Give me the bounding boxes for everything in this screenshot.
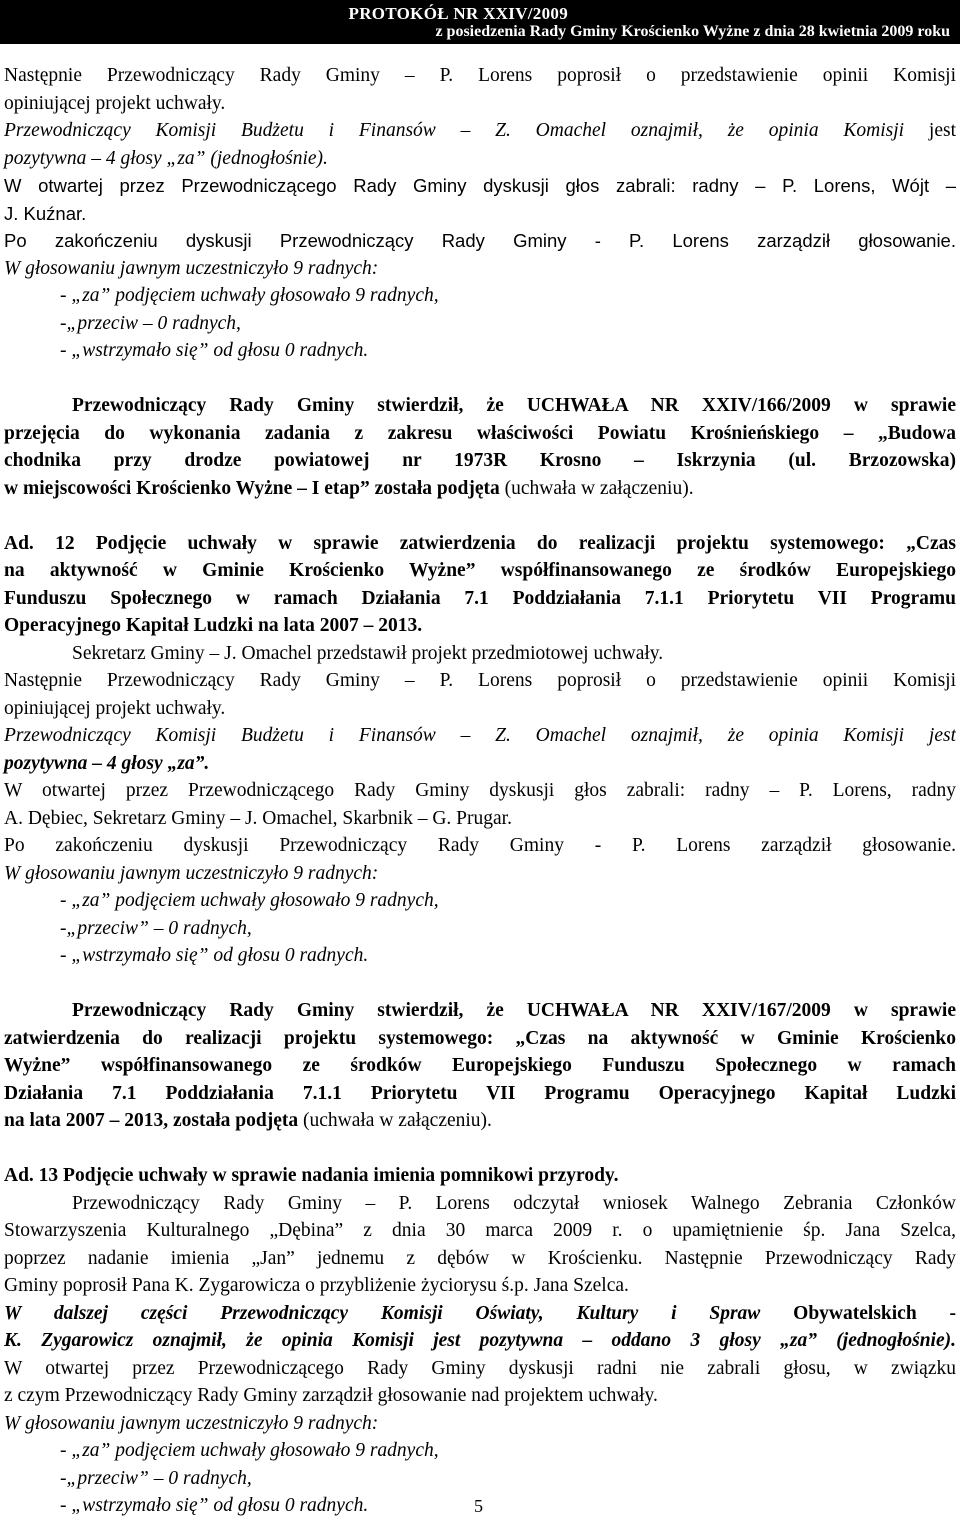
- resolution-line: [4, 1107, 956, 1135]
- header-subtitle: z posiedzenia Rady Gminy Krościenko Wyżne z dnia 28 kwietnia 2009 roku: [435, 23, 950, 40]
- resolution-fragment: na lata 2007 – 2013, została podjęta: [4, 1110, 299, 1131]
- vote-abstain: - „wstrzymało się” od głosu 0 radnych.: [60, 945, 369, 966]
- vote-abstain: - „wstrzymało się” od głosu 0 radnych.: [60, 340, 369, 361]
- text-line: Stowarzyszenia Kulturalnego „Dębina” z dnia 30 marca 2009 r. o upamiętnienie śp. Jana Szelca,: [4, 1220, 956, 1241]
- agenda-item-12-heading: Operacyjnego Kapitał Ludzki na lata 2007 – 2013.: [4, 615, 423, 636]
- text-line: Po zakończeniu dyskusji Przewodniczący Rady Gminy - P. Lorens zarządził głosowanie.: [4, 835, 956, 856]
- vote-for: - „za” podjęciem uchwały głosowało 9 radnych,: [60, 1440, 439, 1461]
- text-line: A. Dębiec, Sekretarz Gminy – J. Omachel, Skarbnik – G. Prugar.: [4, 807, 512, 829]
- vote-abstain: - „wstrzymało się” od głosu 0 radnych.: [60, 1495, 369, 1516]
- text-line: Następnie Przewodniczący Rady Gminy – P. Lorens poprosił o przedstawienie opinii Komisji: [4, 65, 956, 86]
- committee-opinion: pozytywna – 4 głosy „za” (jednogłośnie).: [4, 147, 328, 169]
- committee-opinion: Przewodniczący Komisji Budżetu i Finansów – Z. Omachel oznajmił, że opinia Komisji: [4, 120, 905, 141]
- resolution-line: zatwierdzenia do realizacji projektu systemowego: „Czas na aktywność w Gminie Krościenko: [4, 1027, 956, 1049]
- agenda-item-13-heading: Ad. 13 Podjęcie uchwały w sprawie nadania imienia pomnikowi przyrody.: [4, 1165, 619, 1186]
- text-line: Po zakończeniu dyskusji Przewodniczący Rady Gminy - P. Lorens zarządził głosowanie.: [4, 230, 956, 251]
- vote-against: -„przeciw” – 0 radnych,: [60, 1467, 252, 1489]
- resolution-line: przejęcia do wykonania zadania z zakresu właściwości Powiatu Krośnieńskiego – „Budowa: [4, 422, 956, 444]
- text-line: Przewodniczący Rady Gminy – P. Lorens odczytał wniosek Walnego Zebrania Członków: [72, 1192, 956, 1214]
- vote-intro: W głosowaniu jawnym uczestniczyło 9 radnych:: [4, 257, 379, 279]
- text-line: J. Kuźnar.: [4, 202, 87, 224]
- text-line: poprzez nadanie imienia „Jan” jednemu z dębów w Krościenku. Następnie Przewodniczący Rady: [4, 1247, 956, 1269]
- text-line: [4, 117, 956, 145]
- page-number: 5: [474, 1496, 483, 1516]
- resolution-line: Przewodniczący Rady Gminy stwierdził, że UCHWAŁA NR XXIV/167/2009 w sprawie: [72, 1000, 956, 1021]
- text-fragment: jest: [928, 120, 956, 141]
- text-line: Gminy poprosił Pana K. Zygarowicza o przybliżenie życiorysu ś.p. Jana Szelca.: [4, 1275, 629, 1296]
- vote-intro: W głosowaniu jawnym uczestniczyło 9 radnych:: [4, 862, 379, 884]
- resolution-line: Przewodniczący Rady Gminy stwierdził, że UCHWAŁA NR XXIV/166/2009 w sprawie: [72, 395, 956, 416]
- text-line: W otwartej przez Przewodniczącego Rady Gminy dyskusji głos zabrali: radny – P. Lorens, Wójt –: [4, 175, 956, 196]
- vote-against: -„przeciw” – 0 radnych,: [60, 917, 252, 939]
- text-line: z czym Przewodniczący Rady Gminy zarządził głosowanie nad projektem uchwały.: [4, 1385, 658, 1406]
- page-header: [0, 0, 960, 44]
- text-line: W otwartej przez Przewodniczącego Rady Gminy dyskusji głos zabrali: radny – P. Lorens, radny: [4, 780, 956, 801]
- resolution-attachment: (uchwała w załączeniu).: [504, 477, 694, 499]
- agenda-item-12-heading: Funduszu Społecznego w ramach Działania 7.1 Poddziałania 7.1.1 Priorytetu VII Programu: [4, 587, 956, 609]
- vote-intro: W głosowaniu jawnym uczestniczyło 9 radnych:: [4, 1412, 379, 1434]
- committee-opinion: pozytywna – 4 głosy „za”.: [4, 752, 210, 774]
- text-line: Sekretarz Gminy – J. Omachel przedstawił projekt przedmiotowej uchwały.: [72, 642, 664, 664]
- agenda-item-12-heading: Ad. 12 Podjęcie uchwały w sprawie zatwierdzenia do realizacji projektu systemowego: „Czas: [4, 532, 956, 554]
- resolution-attachment: (uchwała w załączeniu).: [303, 1110, 492, 1131]
- text-line: opiniującej projekt uchwały.: [4, 697, 226, 719]
- resolution-line: Działania 7.1 Poddziałania 7.1.1 Priorytetu VII Programu Operacyjnego Kapitał Ludzki: [4, 1082, 956, 1104]
- text-line: Następnie Przewodniczący Rady Gminy – P. Lorens poprosił o przedstawienie opinii Komisji: [4, 670, 956, 691]
- vote-against: -„przeciw – 0 radnych,: [60, 312, 241, 334]
- text-line: W otwartej przez Przewodniczącego Rady Gminy dyskusji radni nie zabrali głosu, w związku: [4, 1357, 956, 1379]
- committee-opinion: [4, 1300, 956, 1328]
- vote-for: - „za” podjęciem uchwały głosowało 9 radnych,: [60, 890, 439, 911]
- committee-opinion: Przewodniczący Komisji Budżetu i Finansów – Z. Omachel oznajmił, że opinia Komisji jest: [4, 725, 956, 746]
- committee-opinion-fragment: Obywatelskich -: [793, 1302, 956, 1324]
- document-body: [4, 62, 956, 1520]
- text-line: opiniującej projekt uchwały.: [4, 92, 226, 114]
- resolution-fragment: w miejscowości Krościenko Wyżne – I etap” została podjęta: [4, 477, 500, 499]
- resolution-line: [4, 475, 956, 503]
- agenda-item-12-heading: na aktywność w Gminie Krościenko Wyżne” współfinansowanego ze środków Europejskiego: [4, 560, 956, 581]
- committee-opinion: K. Zygarowicz oznajmił, że opinia Komisji jest pozytywna – oddano 3 głosy „za” (jednogłośnie).: [4, 1330, 956, 1351]
- header-title: PROTOKÓŁ NR XXIV/2009: [348, 4, 568, 23]
- vote-for: - „za” podjęciem uchwały głosowało 9 radnych,: [60, 285, 439, 306]
- resolution-line: chodnika przy drodze powiatowej nr 1973R Krosno – Iskrzynia (ul. Brzozowska): [4, 450, 956, 471]
- committee-opinion-fragment: W dalszej części Przewodniczący Komisji Oświaty, Kultury i Spraw: [4, 1302, 761, 1324]
- resolution-line: Wyżne” współfinansowanego ze środków Europejskiego Funduszu Społecznego w ramach: [4, 1055, 956, 1076]
